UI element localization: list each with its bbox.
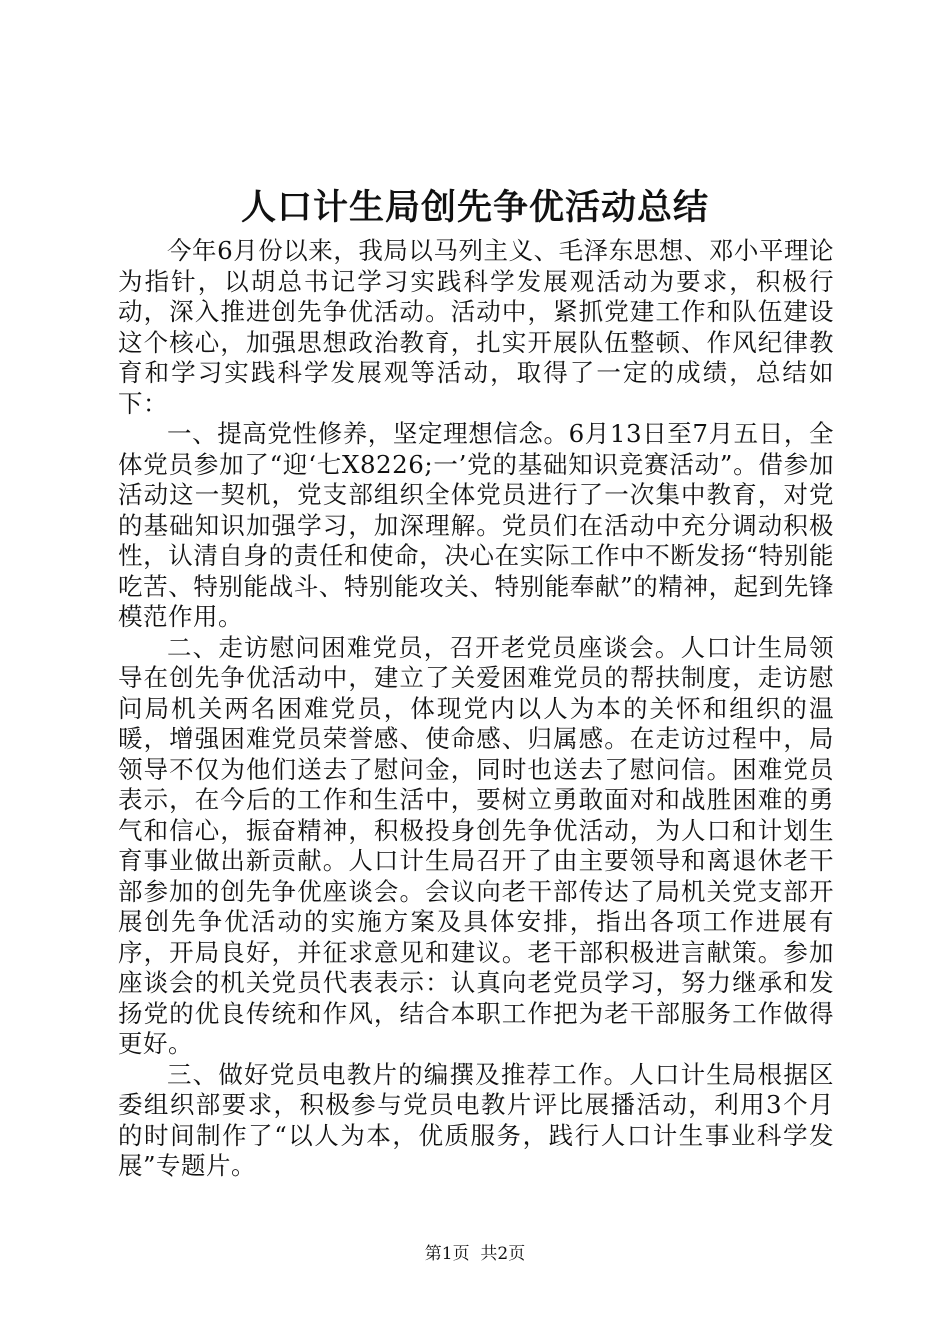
page-footer [0,1243,950,1265]
paragraph-intro: 今年6月份以来，我局以马列主义、毛泽东思想、邓小平理论为指针，以胡总书记学习实践科学发展观活动为要求，积极行动，深入推进创先争优活动。活动中，紧抓党建工作和队伍建设这个核心，加强思想政治教育，扎实开展队伍整顿、作风纪律教育和学习实践科学发展观等活动，取得了一定的成绩，总结如下： [118,236,834,418]
document-body [118,236,834,1182]
page-number: 第1页 共2页 [424,1244,526,1264]
paragraph-section-2: 二、走访慰问困难党员，召开老党员座谈会。人口计生局领导在创先争优活动中，建立了关爱困难党员的帮扶制度，走访慰问局机关两名困难党员，体现党内以人为本的关怀和组织的温暖，增强困难党员荣誉感、使命感、归属感。在走访过程中，局领导不仅为他们送去了慰问金，同时也送去了慰问信。困难党员表示，在今后的工作和生活中，要树立勇敢面对和战胜困难的勇气和信心，振奋精神，积极投身创先争优活动，为人口和计划生育事业做出新贡献。人口计生局召开了由主要领导和离退休老干部参加的创先争优座谈会。会议向老干部传达了局机关党支部开展创先争优活动的实施方案及具体安排，指出各项工作进展有序，开局良好，并征求意见和建议。老干部积极进言献策。参加座谈会的机关党员代表表示：认真向老党员学习，努力继承和发扬党的优良传统和作风，结合本职工作把为老干部服务工作做得更好。 [118,632,834,1058]
paragraph-section-1: 一、提高党性修养，坚定理想信念。6月13日至7月五日，全体党员参加了“迎‘七X8226;一’党的基础知识竞赛活动”。借参加活动这一契机，党支部组织全体党员进行了一次集中教育，对党的基础知识加强学习，加深理解。党员们在活动中充分调动积极性，认清自身的责任和使命，决心在实际工作中不断发扬“特别能吃苦、特别能战斗、特别能攻关、特别能奉献”的精神，起到先锋模范作用。 [118,419,834,631]
document-title: 人口计生局创先争优活动总结 [240,187,709,228]
paragraph-section-3: 三、做好党员电教片的编撰及推荐工作。人口计生局根据区委组织部要求，积极参与党员电教片评比展播活动，利用3个月的时间制作了“以人为本，优质服务，践行人口计生事业科学发展”专题片。 [118,1059,834,1180]
